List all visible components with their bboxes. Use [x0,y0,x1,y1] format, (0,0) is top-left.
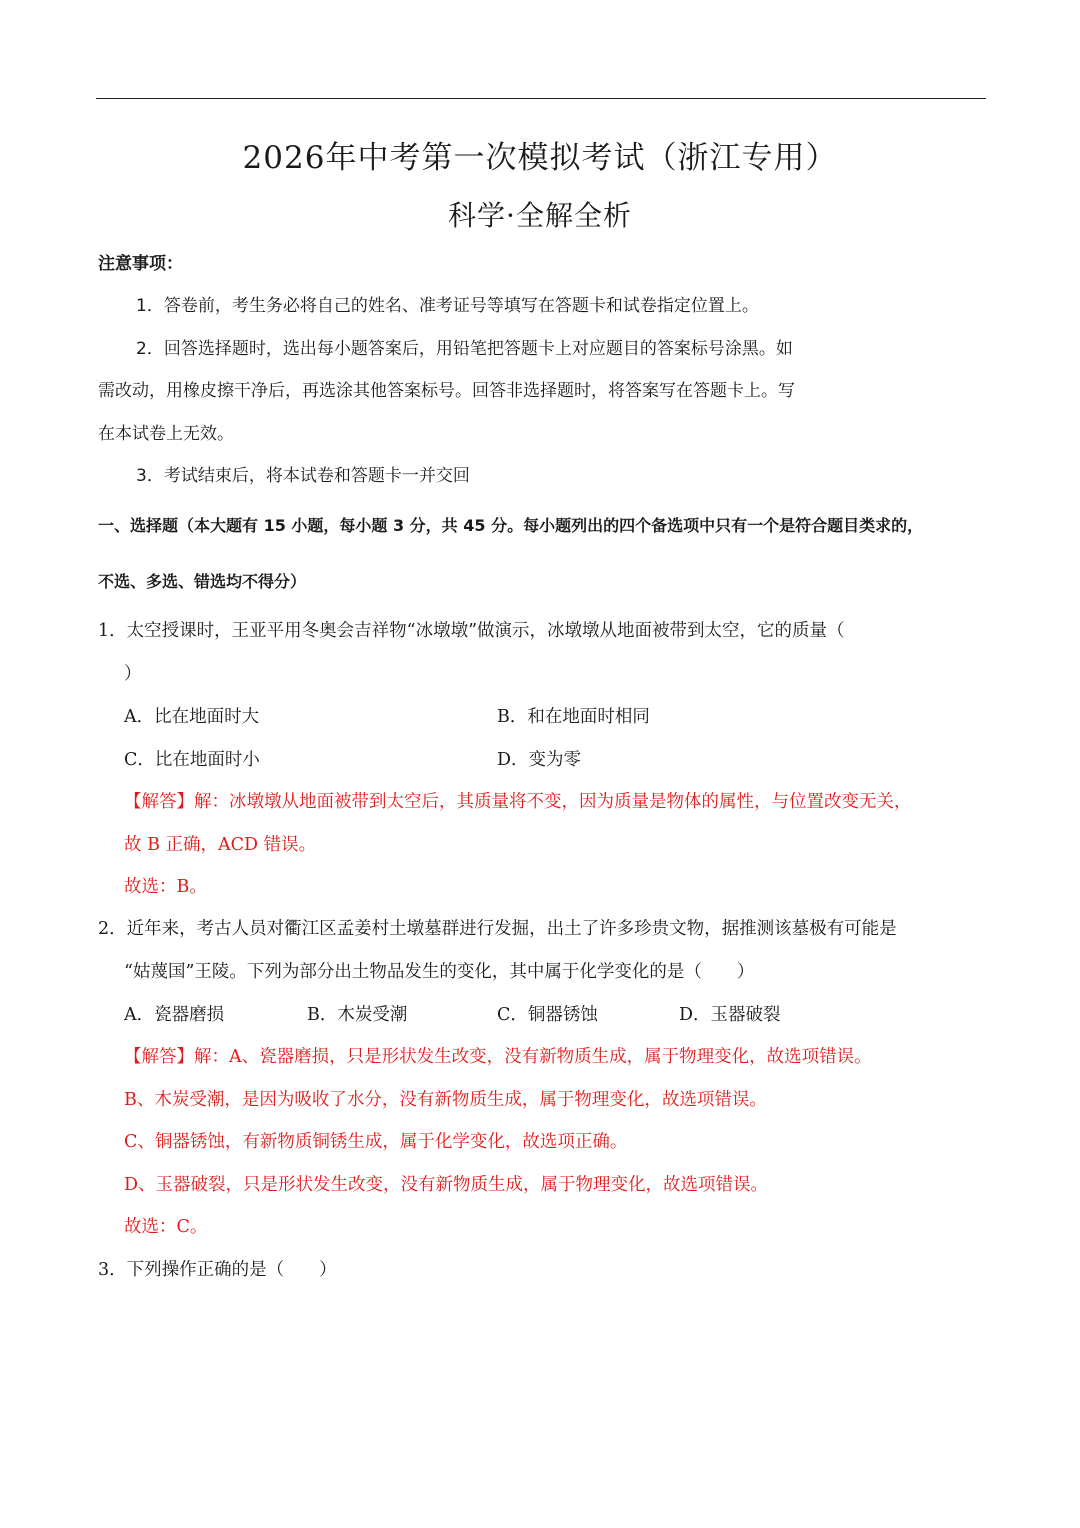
q1-stem-line-2: ） [124,664,142,684]
q2-stem-line-2: “姑蔑国”王陵。下列为部分出土物品发生的变化，其中属于化学变化的是（ ） [124,962,755,982]
header-rule [96,98,986,99]
q2-answer-line-4: D、玉器破裂，只是形状发生改变，没有新物质生成，属于物理变化，故选项错误。 [124,1175,769,1195]
q1-option-c: C．比在地面时小 [124,750,260,770]
q2-option-d: D．玉器破裂 [679,1005,781,1025]
q2-answer-line-3: C、铜器锈蚀，有新物质铜锈生成，属于化学变化，故选项正确。 [124,1132,628,1152]
note-item-2-line-1: 2．回答选择题时，选出每小题答案后，用铅笔把答题卡上对应题目的答案标号涂黑。如 [136,339,793,359]
note-item-1: 1．答卷前，考生务必将自己的姓名、准考证号等填写在答题卡和试卷指定位置上。 [136,296,759,316]
q1-answer-choice: 故选：B。 [124,877,207,897]
note-item-2-line-2: 需改动，用橡皮擦干净后，再选涂其他答案标号。回答非选择题时，将答案写在答题卡上。写 [98,381,795,401]
section-heading-line-2: 不选、多选、错选均不得分） [98,572,307,591]
note-item-2-line-3: 在本试卷上无效。 [98,424,234,444]
q1-stem-line-1: 1．太空授课时，王亚平用冬奥会吉祥物“冰墩墩”做演示，冰墩墩从地面被带到太空，它的质量（ [98,621,845,641]
q2-option-c: C．铜器锈蚀 [497,1005,598,1025]
q1-option-b: B．和在地面时相同 [497,707,650,727]
q1-answer-line-1: 【解答】解：冰墩墩从地面被带到太空后，其质量将不变，因为质量是物体的属性，与位置改变无关， [124,792,912,812]
q2-option-a: A．瓷器磨损 [124,1005,225,1025]
page-subtitle: 科学·全解全析 [448,199,632,232]
q2-option-b: B．木炭受潮 [307,1005,408,1025]
q1-option-a: A．比在地面时大 [124,707,260,727]
q2-stem-line-1: 2．近年来，考古人员对衢江区孟姜村土墩墓群进行发掘，出土了许多珍贵文物，据推测该墓极有可能是 [98,919,897,939]
q3-stem: 3．下列操作正确的是（ ） [98,1260,337,1280]
q1-answer-line-2: 故 B 正确，ACD 错误。 [124,835,317,855]
section-heading-line-1: 一、选择题（本大题有 15 小题，每小题 3 分，共 45 分。每小题列出的四个备选项中只有一个是符合题目类求的， [98,516,924,535]
page-title: 2026年中考第一次模拟考试（浙江专用） [242,140,838,176]
note-item-3: 3．考试结束后，将本试卷和答题卡一并交回 [136,466,470,486]
q2-answer-line-2: B、木炭受潮，是因为吸收了水分，没有新物质生成，属于物理变化，故选项错误。 [124,1090,767,1110]
q2-answer-choice: 故选：C。 [124,1217,208,1237]
q2-answer-line-1: 【解答】解：A、瓷器磨损，只是形状发生改变，没有新物质生成，属于物理变化，故选项错误。 [124,1047,872,1067]
q1-option-d: D．变为零 [497,750,582,770]
notes-heading: 注意事项： [98,254,183,274]
